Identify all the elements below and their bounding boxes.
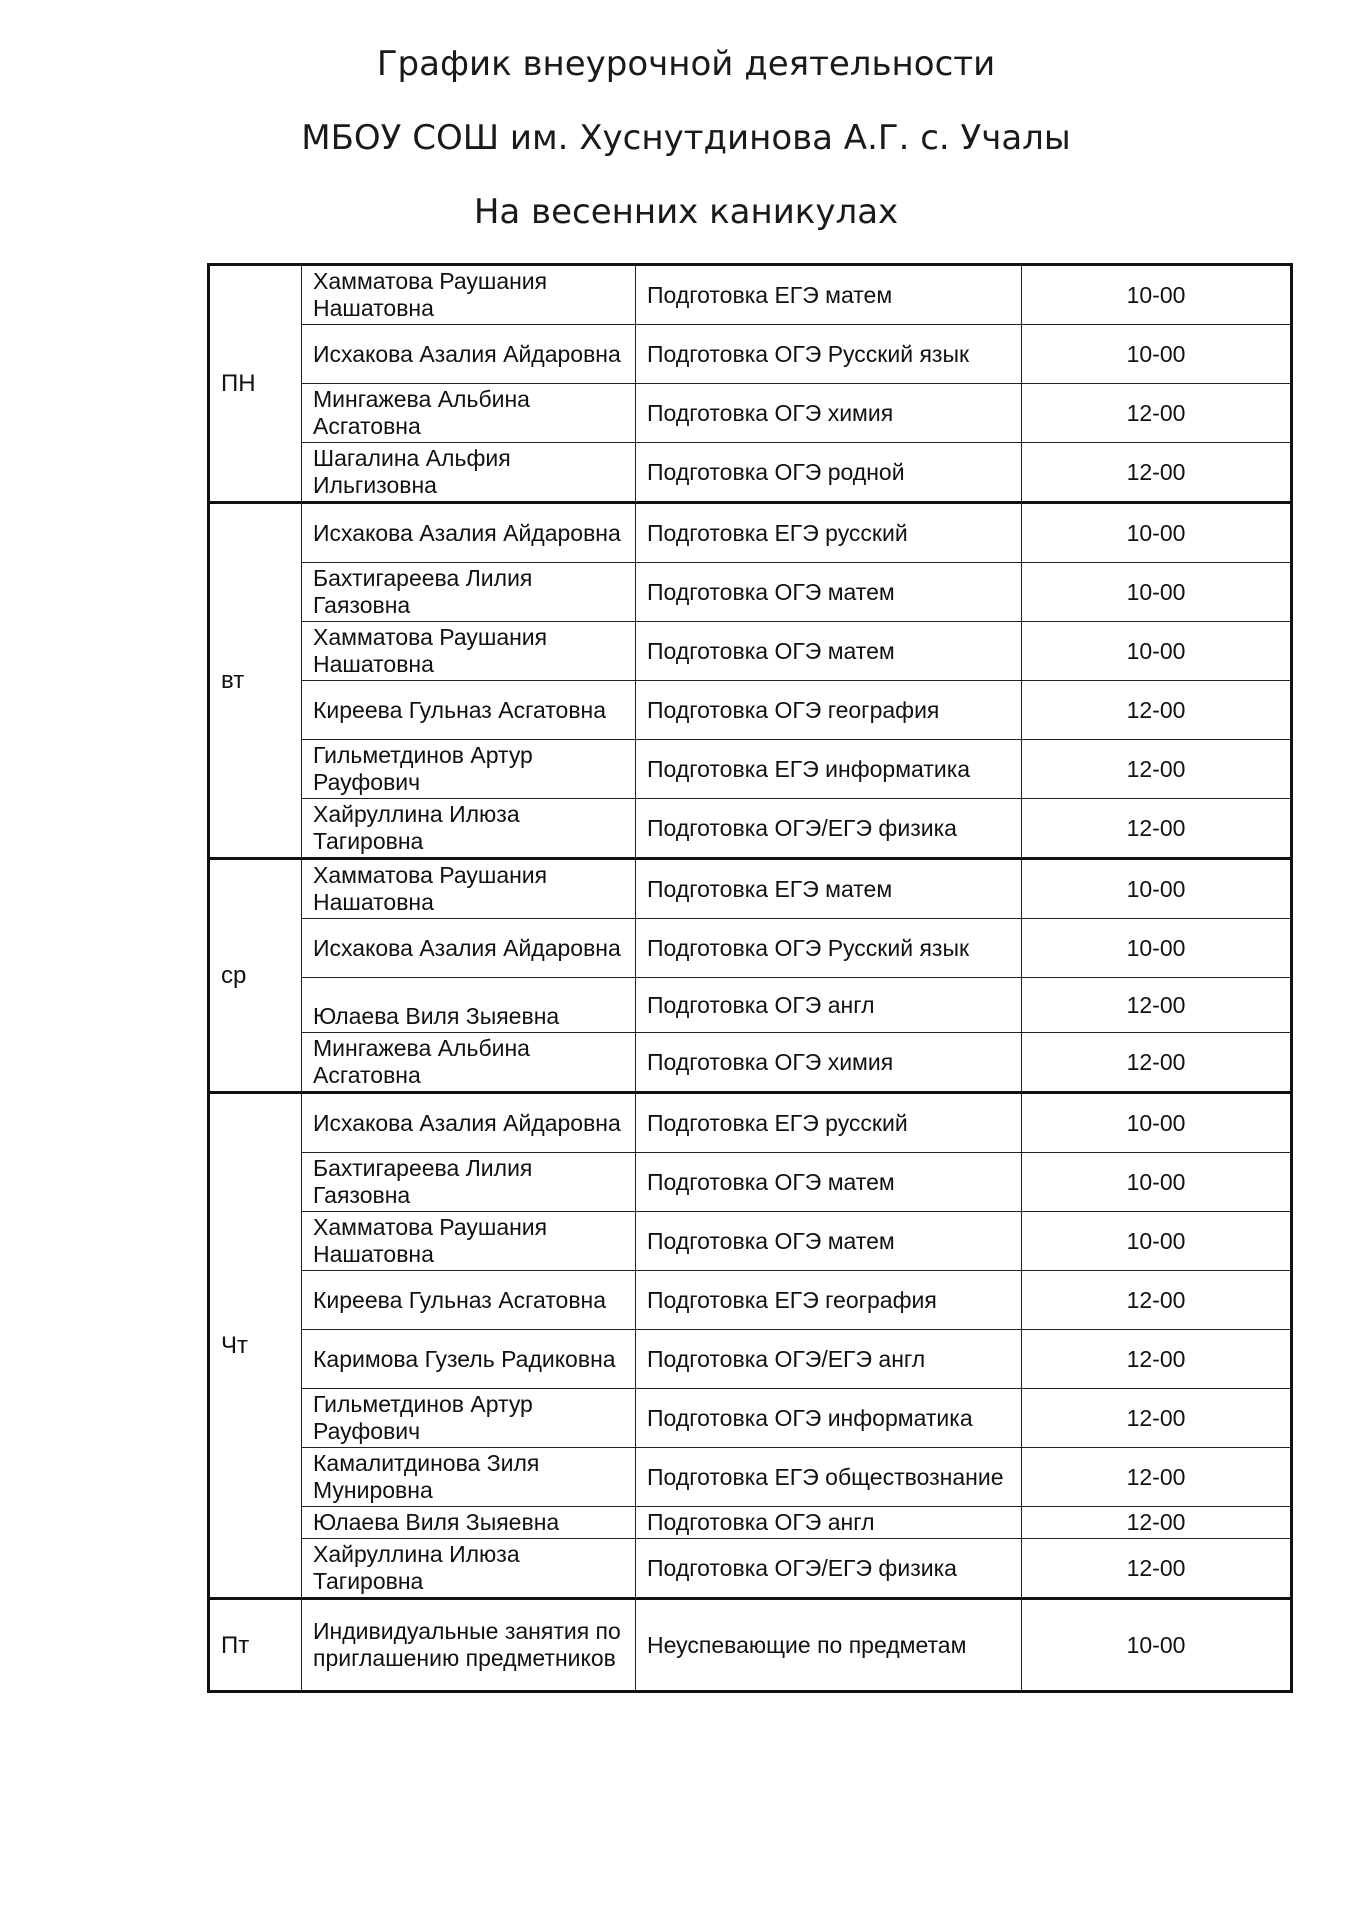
table-row xyxy=(209,1330,1292,1389)
time-cell: 12-00 xyxy=(1022,799,1292,859)
table-row xyxy=(209,1033,1292,1093)
time-cell: 12-00 xyxy=(1022,384,1292,443)
teacher-cell: Камалитдинова Зиля Мунировна xyxy=(302,1448,636,1507)
subject-cell: Подготовка ОГЭ география xyxy=(636,681,1022,740)
time-cell: 10-00 xyxy=(1022,622,1292,681)
table-row xyxy=(209,740,1292,799)
table-row xyxy=(209,859,1292,919)
subject-cell: Подготовка ОГЭ информатика xyxy=(636,1389,1022,1448)
time-cell: 12-00 xyxy=(1022,978,1292,1033)
time-cell: 12-00 xyxy=(1022,1330,1292,1389)
day-cell: ср xyxy=(209,859,302,1093)
time-cell: 12-00 xyxy=(1022,681,1292,740)
subject-cell: Подготовка ОГЭ химия xyxy=(636,1033,1022,1093)
period-subtitle: На весенних каникулах xyxy=(473,192,899,232)
day-cell: Чт xyxy=(209,1093,302,1599)
school-name: МБОУ СОШ им. Хуснутдинова А.Г. с. Учалы xyxy=(301,118,1071,158)
table-row xyxy=(209,503,1292,563)
subject-cell: Подготовка ОГЭ/ЕГЭ англ xyxy=(636,1330,1022,1389)
table-row xyxy=(209,681,1292,740)
teacher-cell: Мингажева Альбина Асгатовна xyxy=(302,1033,636,1093)
table-row xyxy=(209,1153,1292,1212)
subject-cell: Неуспевающие по предметам xyxy=(636,1599,1022,1692)
table-row xyxy=(209,799,1292,859)
time-cell: 10-00 xyxy=(1022,1599,1292,1692)
teacher-cell: Шагалина Альфия Ильгизовна xyxy=(302,443,636,503)
day-cell: Пт xyxy=(209,1599,302,1692)
teacher-cell: Индивидуальные занятия по приглашению предметников xyxy=(302,1599,636,1692)
teacher-cell: Киреева Гульназ Асгатовна xyxy=(302,681,636,740)
table-row xyxy=(209,1599,1292,1692)
teacher-cell: Бахтигареева Лилия Гаязовна xyxy=(302,563,636,622)
time-cell: 10-00 xyxy=(1022,859,1292,919)
time-cell: 10-00 xyxy=(1022,265,1292,325)
subject-cell: Подготовка ОГЭ Русский язык xyxy=(636,919,1022,978)
time-cell: 10-00 xyxy=(1022,325,1292,384)
subject-cell: Подготовка ОГЭ/ЕГЭ физика xyxy=(636,799,1022,859)
table-row xyxy=(209,1212,1292,1271)
time-cell: 12-00 xyxy=(1022,1448,1292,1507)
table-row xyxy=(209,1539,1292,1599)
subject-cell: Подготовка ОГЭ матем xyxy=(636,1212,1022,1271)
teacher-cell: Юлаева Виля Зыяевна xyxy=(302,1507,636,1539)
time-cell: 10-00 xyxy=(1022,1093,1292,1153)
subject-cell: Подготовка ОГЭ англ xyxy=(636,1507,1022,1539)
time-cell: 10-00 xyxy=(1022,563,1292,622)
subject-cell: Подготовка ЕГЭ матем xyxy=(636,859,1022,919)
time-cell: 12-00 xyxy=(1022,443,1292,503)
teacher-cell: Бахтигареева Лилия Гаязовна xyxy=(302,1153,636,1212)
time-cell: 12-00 xyxy=(1022,1539,1292,1599)
teacher-cell: Каримова Гузель Радиковна xyxy=(302,1330,636,1389)
subject-cell: Подготовка ОГЭ англ xyxy=(636,978,1022,1033)
subject-cell: Подготовка ЕГЭ география xyxy=(636,1271,1022,1330)
table-row xyxy=(209,384,1292,443)
teacher-cell: Хамматова Раушания Нашатовна xyxy=(302,265,636,325)
subject-cell: Подготовка ОГЭ Русский язык xyxy=(636,325,1022,384)
schedule-table xyxy=(207,263,1293,1693)
subject-cell: Подготовка ОГЭ матем xyxy=(636,563,1022,622)
table-row xyxy=(209,919,1292,978)
subject-cell: Подготовка ОГЭ матем xyxy=(636,1153,1022,1212)
table-row xyxy=(209,325,1292,384)
table-row xyxy=(209,1448,1292,1507)
teacher-cell: Исхакова Азалия Айдаровна xyxy=(302,919,636,978)
table-row xyxy=(209,265,1292,325)
time-cell: 12-00 xyxy=(1022,1271,1292,1330)
subject-cell: Подготовка ЕГЭ матем xyxy=(636,265,1022,325)
time-cell: 10-00 xyxy=(1022,503,1292,563)
time-cell: 10-00 xyxy=(1022,1212,1292,1271)
teacher-cell: Гильметдинов Артур Рауфович xyxy=(302,1389,636,1448)
time-cell: 10-00 xyxy=(1022,919,1292,978)
teacher-cell: Мингажева Альбина Асгатовна xyxy=(302,384,636,443)
teacher-cell: Исхакова Азалия Айдаровна xyxy=(302,503,636,563)
teacher-cell: Киреева Гульназ Асгатовна xyxy=(302,1271,636,1330)
document-title: График внеурочной деятельности xyxy=(376,44,996,84)
subject-cell: Подготовка ОГЭ матем xyxy=(636,622,1022,681)
teacher-cell: Хайруллина Илюза Тагировна xyxy=(302,799,636,859)
subject-cell: Подготовка ОГЭ родной xyxy=(636,443,1022,503)
time-cell: 12-00 xyxy=(1022,1033,1292,1093)
time-cell: 10-00 xyxy=(1022,1153,1292,1212)
table-row xyxy=(209,1389,1292,1448)
subject-cell: Подготовка ЕГЭ русский xyxy=(636,503,1022,563)
teacher-cell: Исхакова Азалия Айдаровна xyxy=(302,1093,636,1153)
teacher-cell: Исхакова Азалия Айдаровна xyxy=(302,325,636,384)
teacher-cell: Гильметдинов Артур Рауфович xyxy=(302,740,636,799)
table-row xyxy=(209,563,1292,622)
teacher-cell: Юлаева Виля Зыяевна xyxy=(302,978,636,1033)
teacher-cell: Хайруллина Илюза Тагировна xyxy=(302,1539,636,1599)
table-row xyxy=(209,1271,1292,1330)
subject-cell: Подготовка ЕГЭ информатика xyxy=(636,740,1022,799)
teacher-cell: Хамматова Раушания Нашатовна xyxy=(302,622,636,681)
teacher-cell: Хамматова Раушания Нашатовна xyxy=(302,1212,636,1271)
table-row xyxy=(209,443,1292,503)
table-row xyxy=(209,978,1292,1033)
time-cell: 12-00 xyxy=(1022,740,1292,799)
day-cell: ПН xyxy=(209,265,302,503)
subject-cell: Подготовка ЕГЭ русский xyxy=(636,1093,1022,1153)
time-cell: 12-00 xyxy=(1022,1389,1292,1448)
table-row xyxy=(209,1507,1292,1539)
table-row xyxy=(209,1093,1292,1153)
day-cell: вт xyxy=(209,503,302,859)
table-row xyxy=(209,622,1292,681)
time-cell: 12-00 xyxy=(1022,1507,1292,1539)
subject-cell: Подготовка ЕГЭ обществознание xyxy=(636,1448,1022,1507)
subject-cell: Подготовка ОГЭ/ЕГЭ физика xyxy=(636,1539,1022,1599)
teacher-cell: Хамматова Раушания Нашатовна xyxy=(302,859,636,919)
subject-cell: Подготовка ОГЭ химия xyxy=(636,384,1022,443)
